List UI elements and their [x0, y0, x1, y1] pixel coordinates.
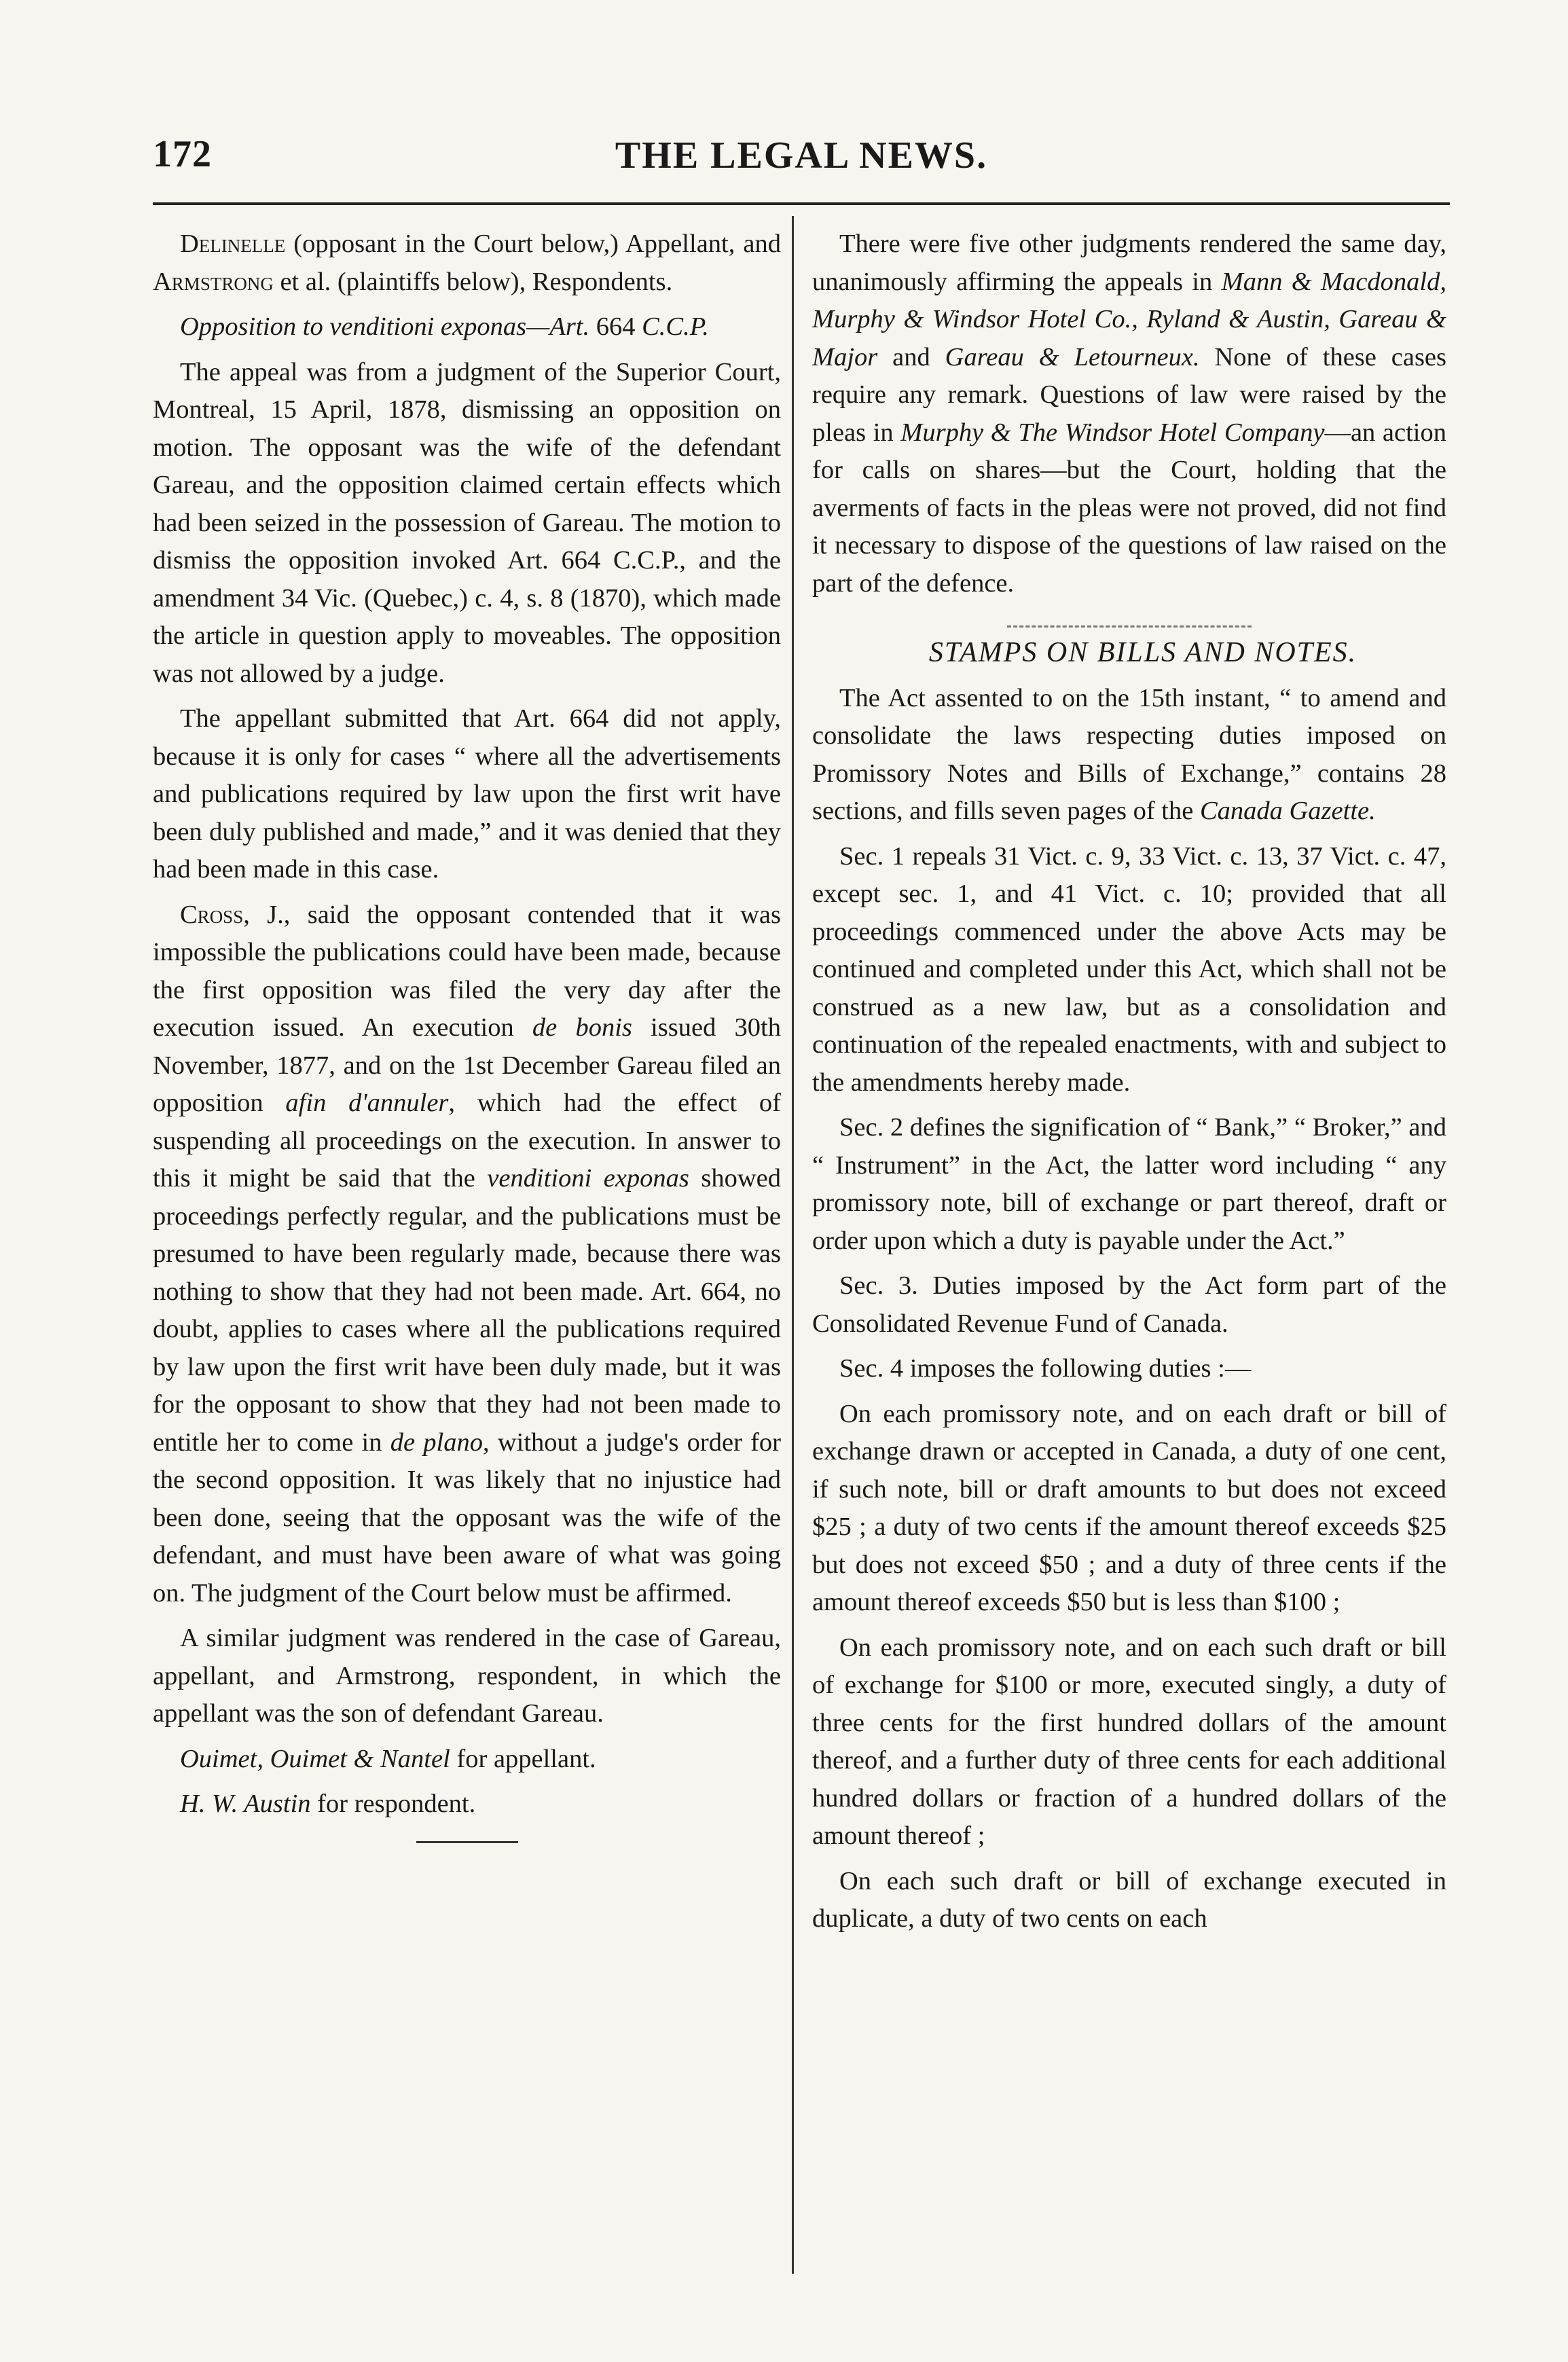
case-caption: [153, 225, 781, 301]
counsel-role: for appellant.: [450, 1744, 596, 1773]
paragraph-text: , which had the effect of suspending all proceedings on the execution. In answer to this it might be said that the: [153, 1089, 781, 1193]
counsel-appellant: [153, 1741, 781, 1779]
case-names: Gareau & Letourneux.: [945, 342, 1200, 371]
left-column: [153, 225, 781, 1849]
counsel-role: for respondent.: [310, 1789, 476, 1818]
paragraph-text: issued 30th November, 1877, and on the 1st December Gareau filed an opposition: [153, 1013, 781, 1117]
paragraph: On each promissory note, and on each such draft or bill of exchange for $100 or more, executed singly, a duty of three cents for the first hundred dollars of the amount thereof, and a further duty of three cents for each additional hundred dollars or fraction of a hundred dollars of the amount thereof ;: [812, 1633, 1446, 1850]
appellant-name: Delinelle: [180, 230, 286, 258]
paragraph: [812, 225, 1446, 602]
paragraph-text: and: [877, 342, 945, 371]
paragraph: A similar judgment was rendered in the case of Gareau, appellant, and Armstrong, respondent, in which the appellant was the son of defendant Gareau.: [153, 1624, 781, 1728]
section-separator: [1007, 625, 1252, 628]
paragraph: [153, 896, 781, 1613]
case-names: Mann & Macdonald, Murphy & Windsor Hotel Co., Ryland & Austin, Gareau & Major: [812, 267, 1447, 371]
running-title: THE LEGAL NEWS.: [615, 134, 988, 177]
counsel-names: Ouimet, Ouimet & Nantel: [180, 1744, 450, 1773]
latin-term: de plano: [390, 1428, 483, 1457]
paragraph-text: —an action for calls on shares—but the Court, holding that the averments of facts in the pleas were not proved, did not find it necessary to dispose of the questions of law raised on the part of the defence.: [812, 418, 1446, 598]
publication-name: Canada Gazette.: [1199, 797, 1376, 825]
paragraph: [812, 680, 1446, 831]
paragraph: Sec. 4 imposes the following duties :—: [839, 1354, 1252, 1383]
paragraph-text: showed proceedings perfectly regular, and the publications must be presumed to have been regularly made, because there was nothing to show that they had not been made. Art. 664, no doubt, applies to cases where all the publications required by law upon the first writ have been duly made, but it was for the opposant to show that they had not been made to entitle her to come in: [153, 1164, 782, 1457]
latin-term: de bonis: [532, 1013, 632, 1042]
column-divider: [792, 216, 794, 2274]
page-number: 172: [153, 133, 212, 175]
counsel-names: H. W. Austin: [180, 1789, 311, 1818]
right-column: [812, 225, 1446, 1946]
case-caption-text: (opposant in the Court below,) Appellant, and: [285, 230, 781, 258]
case-caption-text: et al. (plaintiffs below), Respondents.: [273, 267, 673, 296]
paragraph-text: , without a judge's order for the second opposition. It was likely that no injustice had been done, seeing that the opposant was the wife of the defendant, and must have been aware of what was going on. The judgment of the Court below must be affirmed.: [153, 1428, 781, 1607]
subject-code: C.C.P.: [642, 312, 709, 341]
end-rule: [416, 1841, 518, 1843]
paragraph-text: There were five other judgments rendered the same day, unanimously affirming the appeals in: [812, 230, 1446, 296]
judge-name: Cross: [180, 900, 244, 929]
respondent-name: Armstrong: [153, 267, 274, 296]
latin-term: afin d'annuler: [285, 1089, 449, 1117]
paragraph: The appellant submitted that Art. 664 did not apply, because it is only for cases “ where all the advertisements and publications required by law upon the first writ have been duly published and made,” and it was denied that they had been made in this case.: [153, 704, 781, 884]
page-header: [153, 132, 1450, 187]
counsel-respondent: [153, 1785, 781, 1823]
paragraph: Sec. 2 defines the signification of “ Bank,” “ Broker,” and “ Instrument” in the Act, the latter word including “ any promissory note, bill of exchange or part thereof, draft or order upon which a duty is payable under the Act.”: [812, 1113, 1446, 1255]
case-names: Murphy & The Windsor Hotel Company: [900, 418, 1325, 447]
paragraph: On each such draft or bill of exchange executed in duplicate, a duty of two cents on each: [812, 1866, 1446, 1933]
subject-text: 664: [589, 312, 642, 341]
paragraph: Sec. 3. Duties imposed by the Act form part of the Consolidated Revenue Fund of Canada.: [812, 1271, 1446, 1338]
latin-term: venditioni exponas: [487, 1164, 689, 1193]
paragraph-text: , J., said the opposant contended that it was impossible the publications could have been made, because the first opposition was filed the very day after the execution issued. An execution: [153, 900, 781, 1042]
paragraph-text: None of these cases require any remark. Questions of law were raised by the pleas in: [812, 342, 1447, 447]
paragraph: On each promissory note, and on each draft or bill of exchange drawn or accepted in Canada, a duty of one cent, if such note, bill or draft amounts to but does not exceed $25 ; a duty of two cents if the amount thereof exceeds $25 but does not exceed $50 ; and a duty of three cents if the amount thereof exceeds $50 but is less than $100 ;: [812, 1399, 1446, 1616]
paragraph-text: The Act assented to on the 15th instant, “ to amend and consolidate the laws respecting duties imposed on Promissory Notes and Bills of Exchange,” contains 28 sections, and fills seven pages of the: [812, 683, 1446, 825]
paragraph: The appeal was from a judgment of the Superior Court, Montreal, 15 April, 1878, dismissing an opposition on motion. The opposant was the wife of the defendant Gareau, and the opposition claimed certain effects which had been seized in the possession of Gareau. The motion to dismiss the opposition invoked Art. 664 C.C.P., and the amendment 34 Vic. (Quebec,) c. 4, s. 8 (1870), which made the article in question apply to moveables. The opposition was not allowed by a judge.: [153, 357, 781, 688]
paragraph: Sec. 1 repeals 31 Vict. c. 9, 33 Vict. c. 13, 37 Vict. c. 47, except sec. 1, and 41 Vict. c. 10; provided that all proceedings commenced under the above Acts may be continued and completed under this Act, which shall not be construed as a new law, but as a consolidation and continuation of the repealed enactments, with and subject to the amendments hereby made.: [812, 841, 1446, 1097]
subject-italic: Opposition to venditioni exponas—Art.: [180, 312, 590, 341]
header-rule: [153, 202, 1450, 205]
section-title: STAMPS ON BILLS AND NOTES.: [928, 637, 1357, 668]
case-subject: [153, 308, 781, 346]
